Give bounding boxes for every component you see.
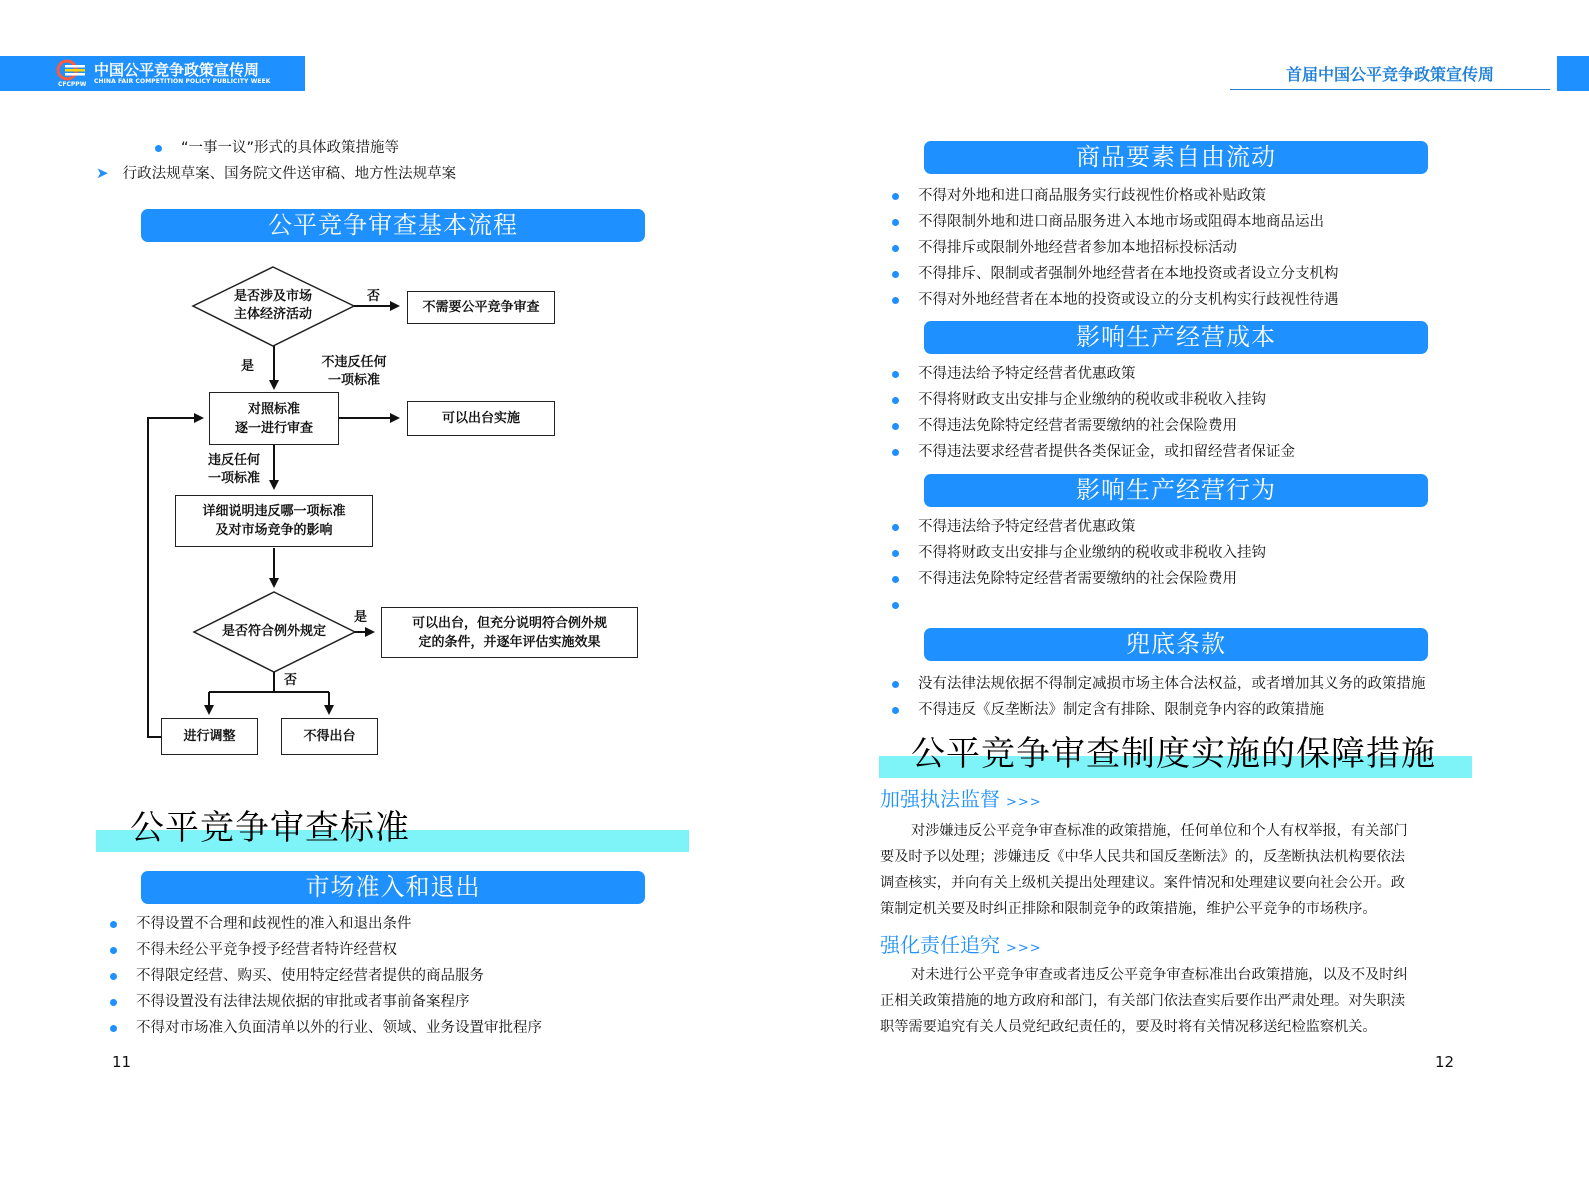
list-item: 不得违法免除特定经营者需要缴纳的社会保险费用 — [892, 413, 1295, 439]
yes-label-1: 是 — [241, 359, 255, 374]
can-issue-box: 可以出台实施 — [407, 401, 555, 436]
bullet-dot-icon — [110, 1025, 117, 1032]
list-item: 没有法律法规依据不得制定减损市场主体合法权益，或者增加其义务的政策措施 — [892, 671, 1426, 697]
logo-abbreviation: CFCPPW — [58, 81, 87, 88]
bullet-dot-icon — [892, 550, 899, 557]
no-label-2: 否 — [284, 673, 298, 688]
explain-violation-box: 详细说明违反哪一项标准 及对市场竞争的影响 — [175, 495, 373, 547]
market-items-list — [110, 911, 542, 1041]
right-header-bar — [1557, 56, 1589, 91]
list-item: “一事一议”形式的具体政策措施等 — [155, 135, 399, 161]
fallback-items-list — [892, 671, 1426, 723]
arrow-list-item: ➤ 行政法规草案、国务院文件送审稿、地方性法规草案 — [96, 164, 457, 182]
flowchart-connectors — [0, 0, 700, 780]
flow-title-banner: 公平竞争审查基本流程 — [141, 209, 645, 242]
bullet-dot-icon — [892, 271, 899, 278]
bullet-dot-icon — [892, 524, 899, 531]
goods-items-list — [892, 183, 1339, 313]
bullet-dot-icon — [892, 397, 899, 404]
bullet-dot-icon — [892, 602, 899, 609]
bullet-dot-icon — [892, 297, 899, 304]
bullet-dot-icon — [892, 707, 899, 714]
violation-label: 违反任何 一项标准 — [207, 453, 260, 486]
adjust-box: 进行调整 — [161, 718, 258, 755]
compare-standards-box: 对照标准 逐一进行审查 — [209, 392, 339, 445]
list-item — [892, 592, 1266, 618]
behavior-title-banner: 影响生产经营行为 — [924, 474, 1428, 507]
arrow-bullet-icon: ➤ — [96, 164, 109, 182]
cost-title-banner: 影响生产经营成本 — [924, 321, 1428, 354]
right-page-number: 12 — [1435, 1053, 1455, 1071]
bullet-dot-icon — [892, 371, 899, 378]
bullet-dot-icon — [892, 449, 899, 456]
decision-1-text: 是否涉及市场 主体经济活动 — [233, 289, 312, 322]
no-violation-label: 不违反任何 一项标准 — [321, 355, 387, 388]
bullet-dot-icon — [892, 245, 899, 252]
bullet-dot-icon — [892, 219, 899, 226]
chevrons-icon: >>> — [1006, 795, 1042, 810]
market-title-banner: 市场准入和退出 — [141, 871, 645, 904]
bullet-dot-icon — [892, 576, 899, 583]
list-item: 不得未经公平竞争授予经营者特许经营权 — [110, 937, 542, 963]
conditional-issue-box: 可以出台，但充分说明符合例外规 定的条件，并逐年评估实施效果 — [381, 607, 638, 658]
list-item: 不得对外地经营者在本地的投资或设立的分支机构实行歧视性待遇 — [892, 287, 1339, 313]
list-item: 不得将财政支出安排与企业缴纳的税收或非税收入挂钩 — [892, 387, 1295, 413]
accountability-paragraph: 对未进行公平竞争审查或者违反公平竞争审查标准出台政策措施，以及不及时纠 正相关政策措施的地方政府和部门，有关部门依法查实后要作出严肃处理。对失职渎 职等需要追究有关人员党纪政纪责任的，要及时将有关情况移送纪检监察机关。 — [880, 967, 1408, 1035]
list-item: 不得对外地和进口商品服务实行歧视性价格或补贴政策 — [892, 183, 1339, 209]
bullet-dot-icon — [110, 973, 117, 980]
yes-label-2: 是 — [354, 610, 368, 625]
fallback-title-banner: 兜底条款 — [924, 628, 1428, 661]
behavior-items-list — [892, 514, 1266, 618]
goods-title-banner: 商品要素自由流动 — [924, 141, 1428, 174]
standard-section-title: 公平竞争审查标准 — [96, 800, 689, 852]
no-label-1: 否 — [367, 289, 381, 304]
bullet-dot-icon — [892, 681, 899, 688]
list-item: 不得违法给予特定经营者优惠政策 — [892, 361, 1295, 387]
bullet-dot-icon — [110, 999, 117, 1006]
left-page-number: 11 — [112, 1053, 132, 1071]
accountability-subheading: 强化责任追究 >>> — [880, 933, 1042, 957]
bullet-dot-icon — [892, 423, 899, 430]
bullet-dot-icon — [110, 947, 117, 954]
list-item: 不得排斥、限制或者强制外地经营者在本地投资或者设立分支机构 — [892, 261, 1339, 287]
list-item: 不得违法要求经营者提供各类保证金，或扣留经营者保证金 — [892, 439, 1295, 465]
list-item: 不得违法免除特定经营者需要缴纳的社会保险费用 — [892, 566, 1266, 592]
guarantee-section-title: 公平竞争审查制度实施的保障措施 — [879, 726, 1472, 778]
decision-2-text: 是否符合例外规定 — [221, 624, 326, 639]
supervision-subheading: 加强执法监督 >>> — [880, 787, 1042, 811]
list-item: 不得设置不合理和歧视性的准入和退出条件 — [110, 911, 542, 937]
list-item: 不得对市场准入负面清单以外的行业、领域、业务设置审批程序 — [110, 1015, 542, 1041]
list-item: 不得限定经营、购买、使用特定经营者提供的商品服务 — [110, 963, 542, 989]
bullet-dot-icon — [110, 921, 117, 928]
not-issue-box: 不得出台 — [281, 718, 378, 755]
logo-chinese-text: 中国公平竞争政策宣传周 — [94, 61, 260, 79]
bullet-dot-icon — [892, 193, 899, 200]
list-item: 不得违反《反垄断法》制定含有排除、限制竞争内容的政策措施 — [892, 697, 1426, 723]
chevrons-icon: >>> — [1006, 941, 1042, 956]
cost-items-list — [892, 361, 1295, 465]
list-item: 不得将财政支出安排与企业缴纳的税收或非税收入挂钩 — [892, 540, 1266, 566]
list-item: 不得违法给予特定经营者优惠政策 — [892, 514, 1266, 540]
list-item: 不得设置没有法律法规依据的审批或者事前备案程序 — [110, 989, 542, 1015]
list-item: 不得排斥或限制外地经营者参加本地招标投标活动 — [892, 235, 1339, 261]
supervision-paragraph: 对涉嫌违反公平竞争审查标准的政策措施，任何单位和个人有权举报，有关部门 要及时予以处理；涉嫌违反《中华人民共和国反垄断法》的，反垄断执法机构要依法 调查核实，并向有关上级机关提出处理建议。案件情况和处理建议要向社会公开。政 策制定机关要及时纠正排除和限制竞争的政策措施，维护公平竞争的市场秩序。 — [880, 823, 1408, 917]
list-item: 不得限制外地和进口商品服务进入本地市场或阻碍本地商品运出 — [892, 209, 1339, 235]
right-header-title: 首届中国公平竞争政策宣传周 — [1230, 60, 1550, 90]
no-review-needed-box: 不需要公平竞争审查 — [407, 291, 555, 324]
logo-english-text: CHINA FAIR COMPETITION POLICY PUBLICITY WEEK — [94, 78, 271, 85]
